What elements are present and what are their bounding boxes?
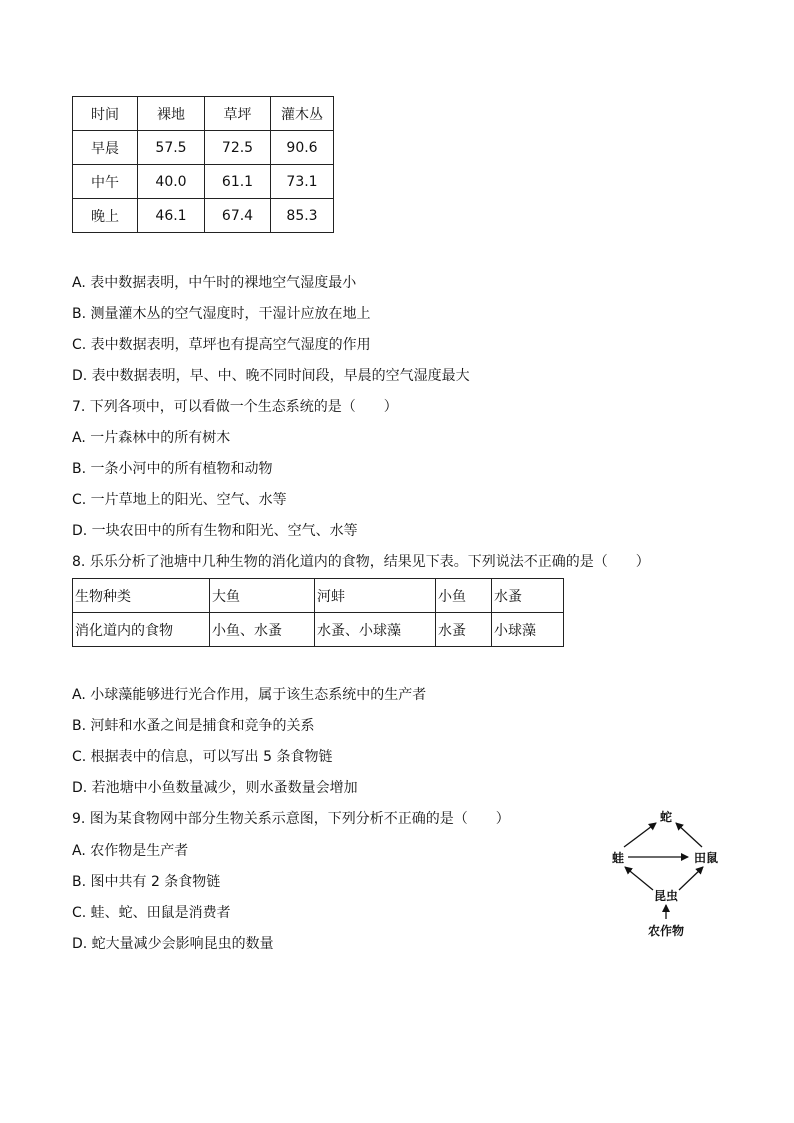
table-row: [73, 579, 564, 613]
node-frog: 蛙: [611, 851, 625, 865]
table-cell: 消化道内的食物: [73, 613, 210, 647]
table-cell: 90.6: [271, 131, 334, 165]
node-crop: 农作物: [647, 924, 685, 938]
table-cell: 水蚤: [436, 613, 492, 647]
table-header-cell: 时间: [73, 97, 138, 131]
arrow-insect-to-mouse: [679, 867, 703, 890]
table-cell: 61.1: [205, 165, 271, 199]
table-cell: 晚上: [73, 199, 138, 233]
table-cell: 40.0: [138, 165, 205, 199]
q7-option-c: C. 一片草地上的阳光、空气、水等: [72, 492, 287, 508]
q7-option-b: B. 一条小河中的所有植物和动物: [72, 461, 273, 477]
table-row: [73, 613, 564, 647]
q6-option-b: B. 测量灌木丛的空气湿度时，干湿计应放在地上: [72, 306, 371, 322]
q7-option-a: A. 一片森林中的所有树木: [72, 430, 231, 446]
table-cell: 小球藻: [492, 613, 564, 647]
q9-option-d: D. 蛇大量减少会影响昆虫的数量: [72, 936, 274, 952]
table-cell: 生物种类: [73, 579, 210, 613]
table-header-row: [73, 97, 334, 131]
table-header-cell: 裸地: [138, 97, 205, 131]
table-row: [73, 165, 334, 199]
q8-option-b: B. 河蚌和水蚤之间是捕食和竞争的关系: [72, 718, 315, 734]
node-mouse: 田鼠: [693, 851, 719, 865]
table-cell: 河蚌: [315, 579, 436, 613]
table-cell: 67.4: [205, 199, 271, 233]
table-cell: 水蚤、小球藻: [315, 613, 436, 647]
digestive-food-table: [72, 578, 564, 647]
arrow-insect-to-frog: [625, 867, 653, 890]
q8-stem: 8. 乐乐分析了池塘中几种生物的消化道内的食物，结果见下表。下列说法不正确的是（ ）: [72, 554, 650, 570]
q6-option-c: C. 表中数据表明，草坪也有提高空气湿度的作用: [72, 337, 371, 353]
q8-option-c: C. 根据表中的信息，可以写出 5 条食物链: [72, 749, 333, 765]
node-snake: 蛇: [659, 810, 673, 824]
table-cell: 57.5: [138, 131, 205, 165]
table-cell: 73.1: [271, 165, 334, 199]
table-header-cell: 草坪: [205, 97, 271, 131]
q6-option-d: D. 表中数据表明，早、中、晚不同时间段，早晨的空气湿度最大: [72, 368, 470, 384]
q9-option-b: B. 图中共有 2 条食物链: [72, 874, 221, 890]
table-cell: 小鱼、水蚤: [210, 613, 315, 647]
arrow-mouse-to-snake: [676, 823, 702, 847]
q9-stem: 9. 图为某食物网中部分生物关系示意图，下列分析不正确的是（ ）: [72, 811, 510, 827]
q9-option-c: C. 蛙、蛇、田鼠是消费者: [72, 905, 231, 921]
q8-option-d: D. 若池塘中小鱼数量减少，则水蚤数量会增加: [72, 780, 358, 796]
q9-option-a: A. 农作物是生产者: [72, 843, 189, 859]
table-cell: 早晨: [73, 131, 138, 165]
table-cell: 中午: [73, 165, 138, 199]
table-cell: 72.5: [205, 131, 271, 165]
table-cell: 46.1: [138, 199, 205, 233]
q7-stem: 7. 下列各项中，可以看做一个生态系统的是（ ）: [72, 399, 398, 415]
table-cell: 大鱼: [210, 579, 315, 613]
q8-option-a: A. 小球藻能够进行光合作用，属于该生态系统中的生产者: [72, 687, 427, 703]
node-insect: 昆虫: [653, 889, 679, 903]
arrow-frog-to-snake: [624, 823, 656, 847]
table-header-cell: 灌木丛: [271, 97, 334, 131]
table-row: [73, 199, 334, 233]
q7-option-d: D. 一块农田中的所有生物和阳光、空气、水等: [72, 523, 358, 539]
q6-option-a: A. 表中数据表明，中午时的裸地空气湿度最小: [72, 275, 357, 291]
table-cell: 水蚤: [492, 579, 564, 613]
food-web-diagram: [600, 805, 730, 945]
humidity-table: [72, 96, 334, 233]
table-cell: 85.3: [271, 199, 334, 233]
table-row: [73, 131, 334, 165]
table-cell: 小鱼: [436, 579, 492, 613]
